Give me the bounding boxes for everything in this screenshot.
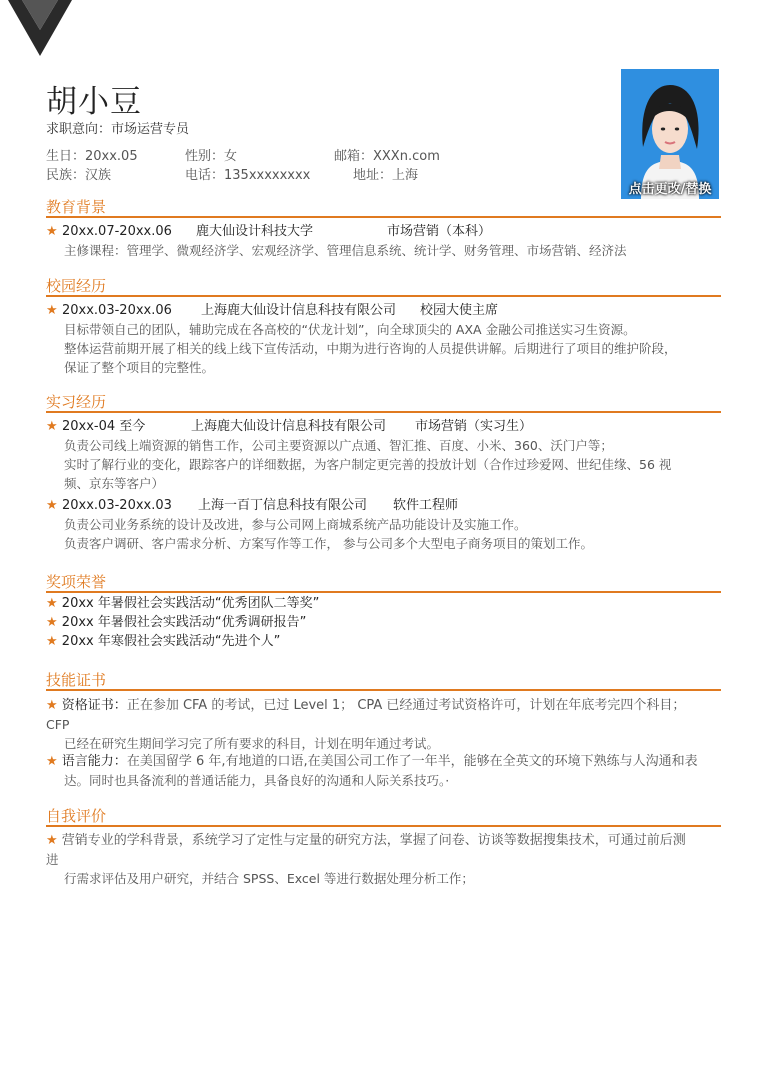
- section-title-skills: 技能证书: [46, 671, 107, 689]
- change-photo-button[interactable]: 点击更改/替换: [628, 182, 712, 197]
- campus-entry: [46, 301, 726, 320]
- internship-date: 20xx-04 至今: [62, 419, 146, 434]
- award-text: 20xx 年暑假社会实践活动“优秀调研报告”: [61, 615, 307, 630]
- star-icon: ★: [46, 224, 58, 239]
- internship-date: 20xx.03-20xx.03: [62, 498, 172, 513]
- section-divider: [46, 689, 721, 691]
- gender-info: 性别：女: [185, 149, 238, 164]
- skill-text: 在美国留学 6 年,有地道的口语,在美国公司工作了一年半，能够在全英文的环境下熟练与人沟通和表: [126, 754, 698, 769]
- corner-chevron-icon: [0, 0, 80, 58]
- internship-org: 上海一百丁信息科技有限公司: [198, 498, 368, 513]
- section-divider: [46, 591, 721, 593]
- self-eval-text: 进: [46, 852, 59, 867]
- section-divider: [46, 825, 721, 827]
- section-title-internship: 实习经历: [46, 393, 107, 411]
- phone-info: 电话：135xxxxxxxx: [185, 168, 311, 183]
- internship-line: 负责客户调研、客户需求分析、方案写作等工作， 参与公司多个大型电子商务项目的策划工作。: [64, 536, 593, 551]
- birth-info: 生日：20xx.05: [46, 149, 138, 164]
- internship-role: 市场营销（实习生）: [415, 419, 533, 434]
- profile-photo[interactable]: [621, 69, 719, 199]
- education-date: 20xx.07-20xx.06: [62, 224, 172, 239]
- award-item: [46, 594, 726, 613]
- education-courses: 主修课程：管理学、微观经济学、宏观经济学、管理信息系统、统计学、财务管理、市场营销、经济法: [64, 243, 627, 258]
- internship-role: 软件工程师: [393, 498, 459, 513]
- star-icon: ★: [46, 833, 58, 848]
- star-icon: ★: [46, 698, 58, 713]
- star-icon: ★: [46, 419, 58, 434]
- campus-line: 目标带领自己的团队，辅助完成在各高校的“伏龙计划”，向全球顶尖的 AXA 金融公司推送实习生资源。: [64, 322, 636, 337]
- star-icon: ★: [46, 615, 58, 630]
- section-divider: [46, 295, 721, 297]
- skill-language: [46, 752, 726, 771]
- ethnicity-info: 民族：汉族: [46, 168, 112, 183]
- internship-line: 负责公司线上端资源的销售工作，公司主要资源以广点通、智汇推、百度、小米、360、沃门户等；: [64, 438, 613, 453]
- self-eval-text: 营销专业的学科背景，系统学习了定性与定量的研究方法，掌握了问卷、访谈等数据搜集技术，可通过前后测: [61, 833, 686, 848]
- award-item: [46, 613, 726, 632]
- skill-label: 语言能力：: [61, 754, 127, 769]
- section-title-education: 教育背景: [46, 198, 107, 216]
- campus-line: 整体运营前期开展了相关的线上线下宣传活动，中期为进行咨询的人员提供讲解。后期进行了项目的维护阶段，: [64, 341, 677, 356]
- candidate-name: 胡小豆: [46, 84, 142, 120]
- section-title-campus: 校园经历: [46, 277, 107, 295]
- star-icon: ★: [46, 596, 58, 611]
- campus-line: 保证了整个项目的完整性。: [64, 360, 215, 375]
- internship-line: 频、京东等客户）: [64, 476, 165, 491]
- section-title-awards: 奖项荣誉: [46, 573, 107, 591]
- award-text: 20xx 年寒假社会实践活动“先进个人”: [61, 634, 281, 649]
- internship-entry: [46, 496, 726, 515]
- star-icon: ★: [46, 634, 58, 649]
- campus-org: 上海鹿大仙设计信息科技有限公司: [201, 303, 397, 318]
- self-eval-entry: [46, 831, 726, 850]
- internship-org: 上海鹿大仙设计信息科技有限公司: [191, 419, 387, 434]
- award-item: [46, 632, 726, 651]
- internship-entry: [46, 417, 726, 436]
- section-divider: [46, 216, 721, 218]
- skill-text: CFP: [46, 717, 70, 732]
- address-info: 地址：上海: [353, 168, 419, 183]
- section-title-self-eval: 自我评价: [46, 807, 107, 825]
- skill-text: 已经在研究生期间学习完了所有要求的科目，计划在明年通过考试。: [64, 736, 440, 751]
- star-icon: ★: [46, 303, 58, 318]
- star-icon: ★: [46, 498, 58, 513]
- job-intent: 求职意向：市场运营专员: [46, 122, 190, 137]
- email-info: 邮箱：XXXn.com: [334, 149, 440, 164]
- star-icon: ★: [46, 754, 58, 769]
- internship-line: 实时了解行业的变化，跟踪客户的详细数据，为客户制定更完善的投放计划（合作过珍爱网、世纪佳缘、56 视: [64, 457, 672, 472]
- education-school: 鹿大仙设计科技大学: [196, 224, 314, 239]
- skill-text: 正在参加 CFA 的考试，已过 Level 1； CPA 已经通过考试资格许可，计划在年底考完四个科目；: [126, 698, 686, 713]
- campus-date: 20xx.03-20xx.06: [62, 303, 172, 318]
- skill-qualification: [46, 696, 726, 715]
- skill-label: 资格证书：: [61, 698, 127, 713]
- self-eval-text: 行需求评估及用户研究，并结合 SPSS、Excel 等进行数据处理分析工作；: [64, 871, 474, 886]
- education-entry: [46, 222, 726, 241]
- internship-line: 负责公司业务系统的设计及改进，参与公司网上商城系统产品功能设计及实施工作。: [64, 517, 527, 532]
- skill-text: 达。同时也具备流利的普通话能力，具备良好的沟通和人际关系技巧。·: [64, 773, 450, 788]
- campus-role: 校园大使主席: [420, 303, 499, 318]
- section-divider: [46, 411, 721, 413]
- award-text: 20xx 年暑假社会实践活动“优秀团队二等奖”: [61, 596, 320, 611]
- education-major: 市场营销（本科）: [387, 224, 492, 239]
